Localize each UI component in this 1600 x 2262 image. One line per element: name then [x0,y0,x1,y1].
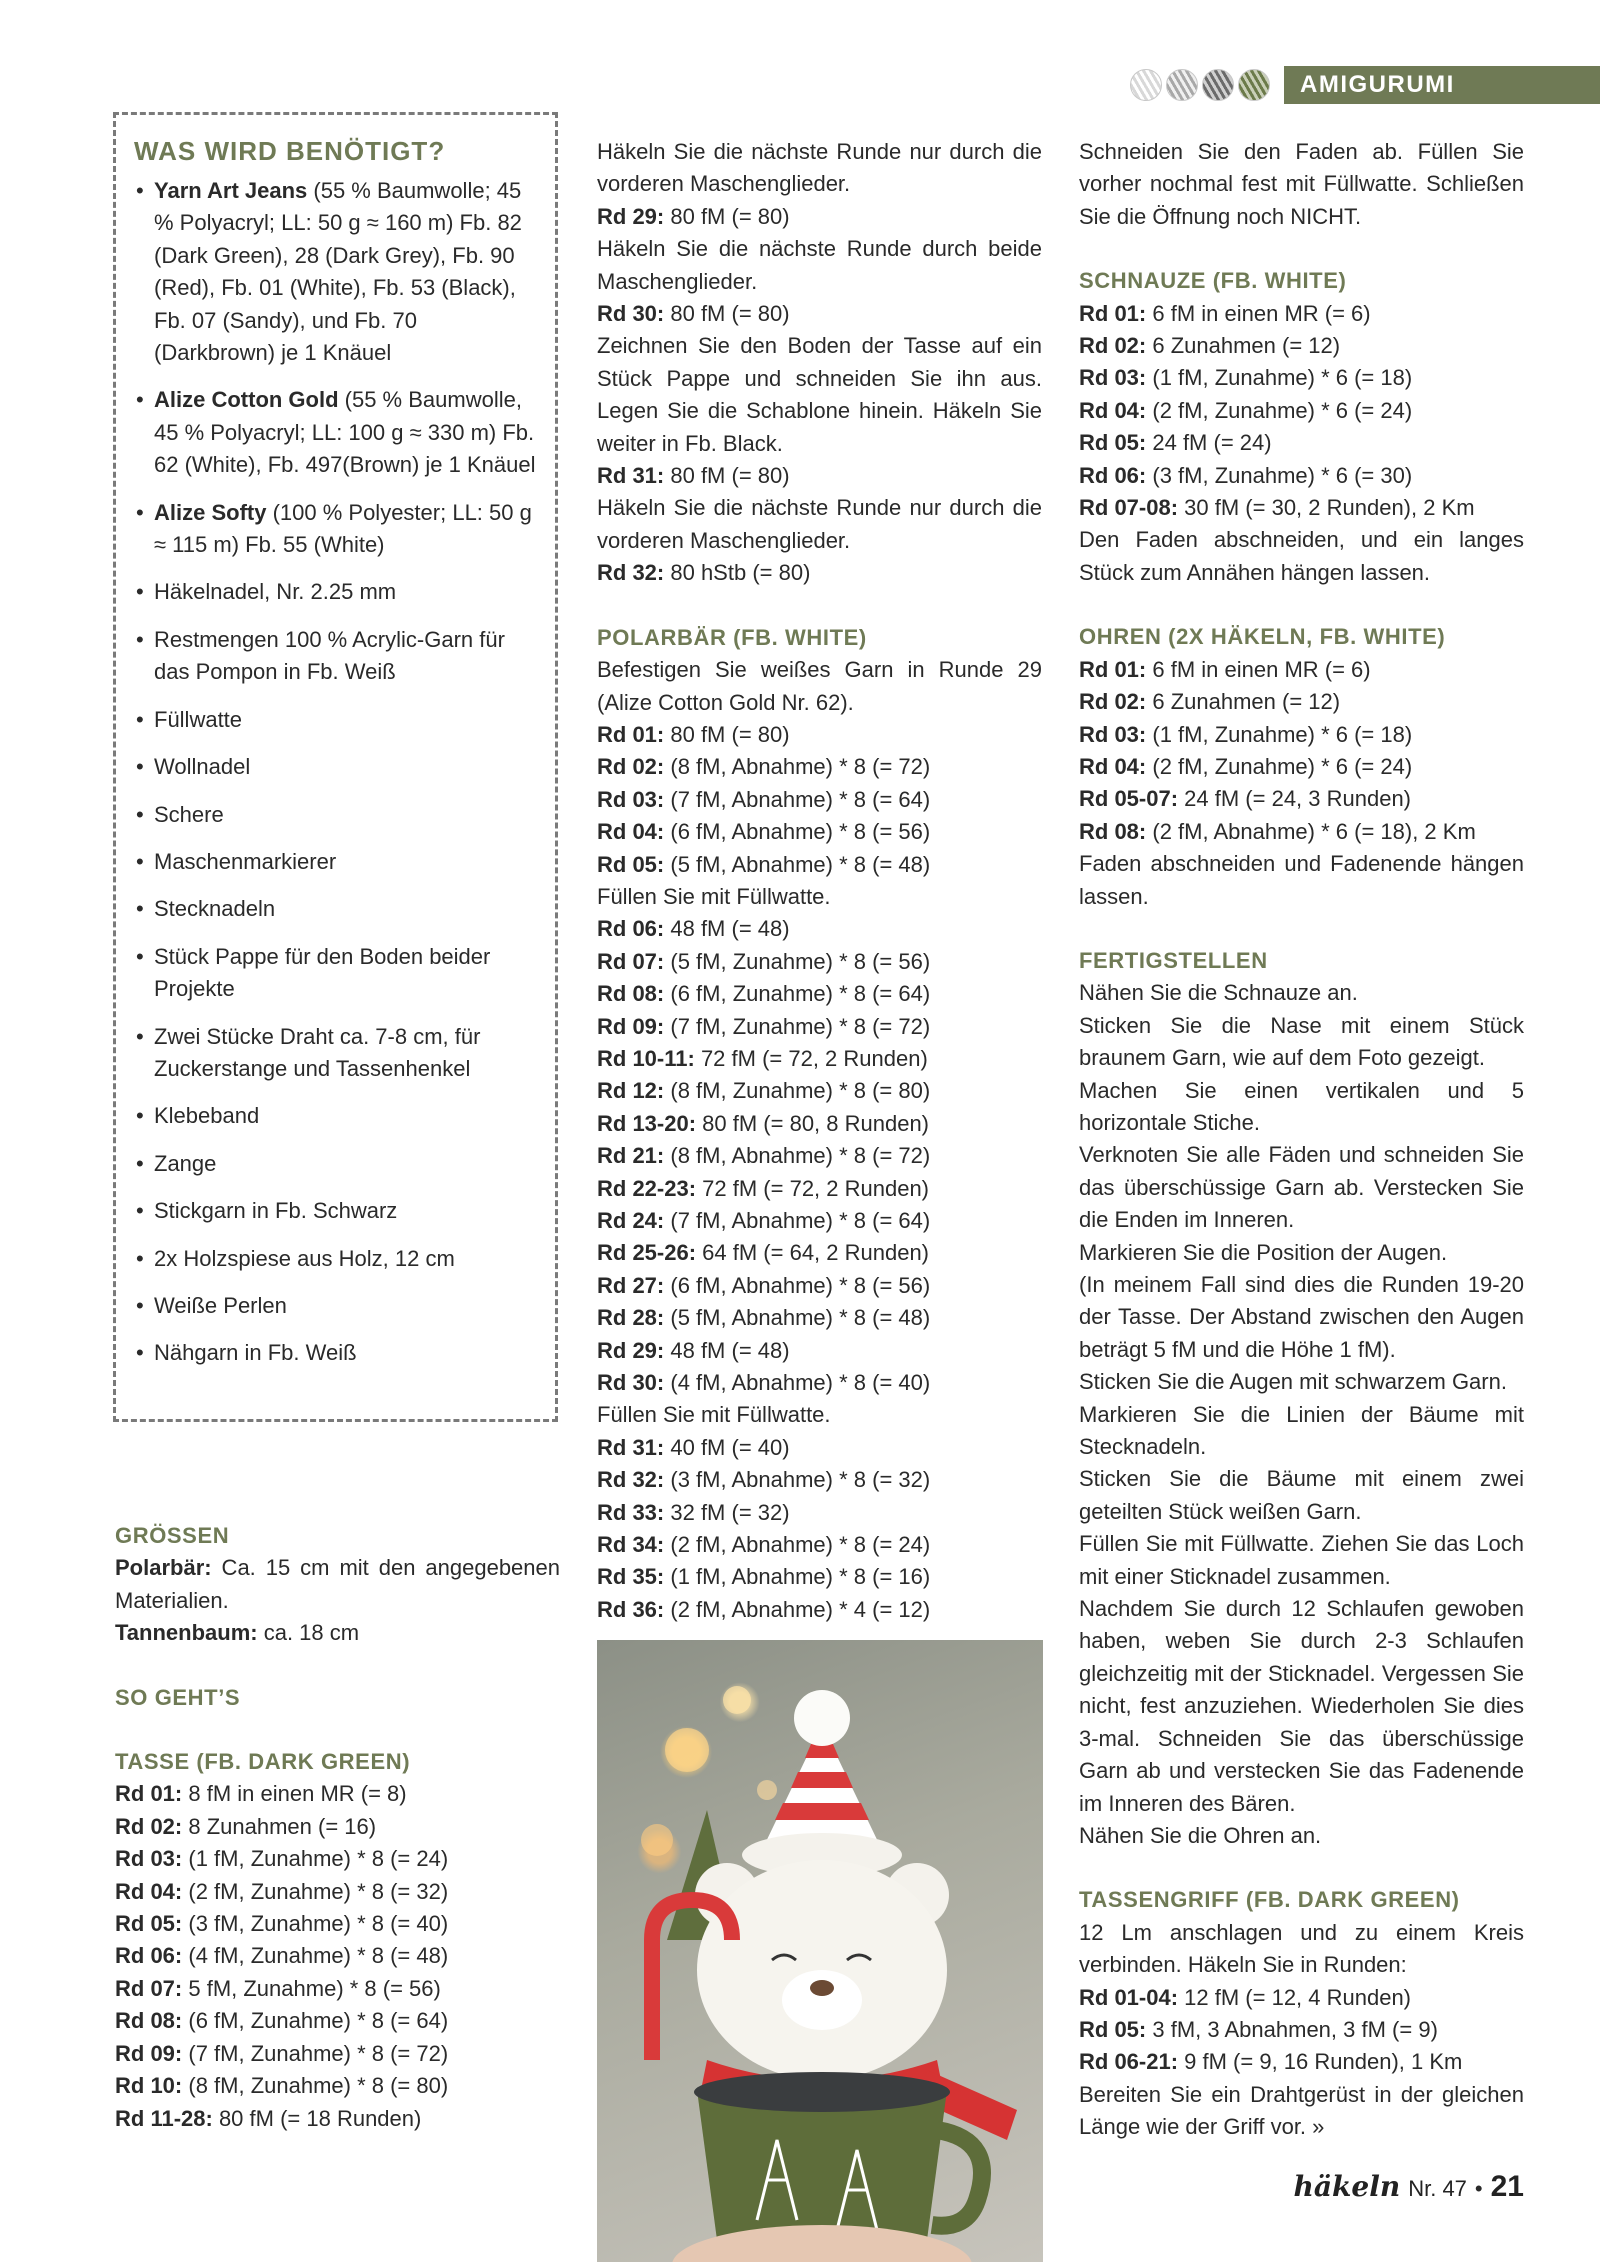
instruction-text: Füllen Sie mit Füllwatte. [597,883,831,909]
instruction-line [597,1464,1042,1496]
instruction-line [1079,460,1524,492]
instruction-line [1079,395,1524,427]
round-label: Rd 05: [1079,2016,1147,2042]
section-heading: TASSENGRIFF (FB. DARK GREEN) [1079,1887,1460,1913]
instruction-line [1079,362,1524,394]
instruction-line [1079,1820,1524,1852]
instruction-line [597,719,1042,751]
material-text: Nähgarn in Fb. Weiß [154,1340,357,1366]
instruction-line [115,2005,560,2037]
instruction-line [1079,1399,1524,1464]
column-right [1079,136,1524,2144]
instruction-text: (2 fM, Abnahme) * 4 (= 12) [664,1596,931,1622]
instruction-text: (5 fM, Zunahme) * 8 (= 56) [664,948,931,974]
spacer [1079,589,1524,621]
round-label: Rd 12: [597,1078,665,1104]
instruction-text: (6 fM, Zunahme) * 8 (= 64) [664,981,931,1007]
material-item [134,941,541,1006]
instruction-text: Zeichnen Sie den Boden der Tasse auf ein Stück Pappe und schneiden Sie ihn aus. Legen Sie die Schablone hinein. Häkeln Sie weiter in Fb. Black. [597,333,1042,456]
page-number: 21 [1490,2170,1524,2203]
instruction-text: Nähen Sie die Ohren an. [1079,1822,1322,1848]
material-item [134,384,541,481]
instruction-text: Markieren Sie die Linien der Bäume mit Stecknadeln. [1079,1401,1524,1460]
round-label: Rd 01: [115,1781,183,1807]
instruction-text: Den Faden abschneiden, und ein langes Stück zum Annähen hängen lassen. [1079,527,1524,585]
spacer [115,1650,560,1682]
material-name: Alize Cotton Gold [154,387,339,413]
instruction-text: Schneiden Sie den Faden ab. Füllen Sie vorher nochmal fest mit Füllwatte. Schließen Sie die Öffnung noch NICHT. [1079,139,1524,229]
spacer [597,590,1042,622]
material-item [134,846,541,878]
yarn-ball-icon [1238,69,1270,101]
instruction-line [1079,848,1524,913]
instruction-text: 5 fM, Zunahme) * 8 (= 56) [182,1975,441,2001]
round-label: Rd 02: [597,754,665,780]
instruction-text: 6 fM in einen MR (= 6) [1146,300,1371,326]
instruction-line [597,1335,1042,1367]
material-text: Wollnadel [154,754,251,780]
material-item [134,175,541,369]
instruction-line [597,1237,1042,1269]
material-item [134,1243,541,1275]
instruction-line [115,1552,560,1617]
material-text: Maschenmarkierer [154,848,337,874]
round-label: Rd 22-23: [597,1175,697,1201]
instruction-line [597,1043,1042,1075]
instruction-line [1079,686,1524,718]
instruction-text: Befestigen Sie weißes Garn in Runde 29 (Alize Cotton Gold Nr. 62). [597,657,1042,715]
instruction-text: (In meinem Fall sind dies die Runden 19-20 der Tasse. Der Abstand zwischen den Augen beträgt 5 fM und die Höhe 1 fM). [1079,1272,1524,1362]
round-label: Rd 04: [597,819,665,845]
instruction-line [597,1075,1042,1107]
page-footer [1290,2170,1524,2210]
instruction-text: 32 fM (= 32) [664,1499,790,1525]
instruction-line [115,2038,560,2070]
instruction-line [597,201,1042,233]
instruction-line [597,946,1042,978]
instruction-line [597,816,1042,848]
instruction-line [1079,977,1524,1009]
round-label: Rd 05: [597,851,665,877]
material-item [134,751,541,783]
instruction-text: (6 fM, Abnahme) * 8 (= 56) [664,819,931,845]
round-label: Rd 08: [597,981,665,1007]
round-label: Rd 03: [115,1846,183,1872]
instruction-text: (7 fM, Abnahme) * 8 (= 64) [664,1208,931,1233]
instruction-line [1079,1528,1524,1593]
round-label: Rd 11-28: [115,2105,213,2131]
page-header [1130,66,1600,104]
instruction-line [1079,816,1524,848]
material-text: Zwei Stücke Draht ca. 7-8 cm, für Zuckerstange und Tassenhenkel [154,1023,481,1081]
round-label: Rd 06: [1079,462,1147,488]
round-label: Rd 06: [597,916,665,942]
instruction-line [1079,492,1524,524]
round-label: Rd 27: [597,1272,665,1298]
round-label: Rd 21: [597,1143,665,1169]
instruction-line [115,2070,560,2102]
instruction-text: Füllen Sie mit Füllwatte. [597,1402,831,1428]
round-label: Rd 02: [115,1813,183,1839]
instruction-line [115,1843,560,1875]
material-item [134,704,541,736]
instruction-text: 8 fM in einen MR (= 8) [182,1781,407,1807]
instruction-line [1079,1237,1524,1269]
instruction-line [597,1011,1042,1043]
round-label: Rd 02: [1079,689,1147,715]
round-label: Rd 31: [597,1434,665,1460]
instruction-text: Nachdem Sie durch 12 Schlaufen gewoben haben, weben Sie durch 2-3 Schlaufen gleichzeitig mit der Sticknadel. Vergessen Sie nicht, fest anzuziehen. Wiederholen Sie dies 3-mal. Schneiden Sie das überschüssige Garn ab und verstecken Sie das Fadenende im Inneren des Bären. [1079,1596,1524,1816]
round-label: Polarbär: [115,1555,212,1581]
section-heading: SO GEHT’S [115,1684,241,1710]
material-text: Stecknadeln [154,896,276,922]
instruction-line [1079,136,1524,233]
instruction-text: Verknoten Sie alle Fäden und schneiden Sie das überschüssige Garn ab. Verstecken Sie die Enden im Inneren. [1079,1142,1524,1233]
round-label: Rd 04: [115,1878,183,1904]
instruction-line [1079,427,1524,459]
round-label: Rd 35: [597,1564,665,1590]
instruction-line [597,751,1042,783]
instruction-text: 80 fM (= 80) [664,301,790,327]
instruction-line [1079,1463,1524,1528]
instruction-text: (8 fM, Zunahme) * 8 (= 80) [664,1078,931,1104]
material-item [134,1148,541,1180]
instruction-text: ca. 18 cm [257,1620,360,1646]
instruction-text: (2 fM, Zunahme) * 6 (= 24) [1146,753,1413,779]
yarn-ball-icon [1202,69,1234,101]
round-label: Rd 04: [1079,397,1147,423]
instruction-text: (8 fM, Abnahme) * 8 (= 72) [664,754,931,780]
materials-list [134,175,541,1370]
polar-bear-photo [597,1640,1043,2262]
instruction-line [597,1173,1042,1205]
instruction-line [1079,719,1524,751]
instruction-text: (1 fM, Zunahme) * 6 (= 18) [1146,721,1413,747]
round-label: Rd 08: [115,2008,183,2034]
section-heading: FERTIGSTELLEN [1079,947,1268,973]
instruction-text: (1 fM, Zunahme) * 6 (= 18) [1146,365,1413,391]
round-label: Rd 28: [597,1305,665,1331]
instruction-line [1079,783,1524,815]
round-label: Rd 30: [597,301,665,327]
instruction-text: (4 fM, Zunahme) * 8 (= 48) [182,1943,449,1969]
instruction-text: 30 fM (= 30, 2 Runden), 2 Km [1178,495,1475,521]
instruction-line [1079,654,1524,686]
instruction-text: 40 fM (= 40) [664,1434,790,1460]
spacer [1079,233,1524,265]
material-text: Füllwatte [154,706,243,732]
instruction-line [115,1940,560,1972]
instruction-text: 6 Zunahmen (= 12) [1146,689,1341,715]
instruction-line [597,1205,1042,1237]
material-item [134,1021,541,1086]
instruction-line [1079,1982,1524,2014]
material-item [134,497,541,562]
instruction-line [597,1108,1042,1140]
column-middle [597,136,1042,1626]
instruction-line [1079,298,1524,330]
material-item [134,799,541,831]
instruction-line [597,784,1042,816]
material-text: (55 % Baumwolle, 45 % Polyacryl; LL: 100 g ≈ 330 m) Fb. 62 (White), Fb. 497(Brown) je 1 Knäuel [154,387,536,478]
instruction-line [597,1561,1042,1593]
instruction-text: Nähen Sie die Schnauze an. [1079,980,1358,1006]
round-label: Tannenbaum: [115,1620,258,1646]
round-label: Rd 01: [597,721,665,747]
instruction-line [115,1908,560,1940]
material-text: (55 % Baumwolle; 45 % Polyacryl; LL: 50 g ≈ 160 m) Fb. 82 (Dark Green), 28 (Dark Grey), Fb. 90 (Red), Fb. 01 (White), Fb. 53 (Black), Fb. 07 (Sandy), und Fb. 70 (Darkbrown) je 1 Knäuel [154,178,522,366]
round-label: Rd 07-08: [1079,495,1179,521]
instruction-line [1079,1593,1524,1820]
instruction-line [115,1778,560,1810]
instruction-line [1079,330,1524,362]
yarn-balls-decoration [1130,69,1270,101]
instruction-line [1079,2079,1524,2144]
round-label: Rd 32: [597,1467,665,1493]
instruction-text: 80 fM (= 80) [664,203,790,229]
instruction-line [597,1432,1042,1464]
round-label: Rd 29: [597,1337,665,1363]
material-item [134,576,541,608]
round-label: Rd 03: [1079,721,1147,747]
instruction-line [597,330,1042,460]
instruction-text: (3 fM, Abnahme) * 8 (= 32) [664,1467,931,1493]
section-heading: SCHNAUZE (FB. WHITE) [1079,268,1347,294]
instruction-text: 48 fM (= 48) [664,916,790,942]
material-item [134,893,541,925]
instruction-text: (1 fM, Zunahme) * 8 (= 24) [182,1846,449,1872]
round-label: Rd 32: [597,560,665,586]
material-item [134,1337,541,1369]
round-label: Rd 02: [1079,333,1147,359]
material-text: Zange [154,1150,217,1176]
instruction-text: Machen Sie einen vertikalen und 5 horizontale Stiche. [1079,1077,1524,1135]
section-label: AMIGURUMI [1284,66,1600,104]
instruction-text: 3 fM, 3 Abnahmen, 3 fM (= 9) [1146,2016,1438,2042]
instruction-line [1079,1010,1524,1075]
instruction-text: 24 fM (= 24) [1146,430,1272,456]
round-label: Rd 01: [1079,300,1147,326]
instruction-line [115,1973,560,2005]
instruction-text: (2 fM, Abnahme) * 8 (= 24) [664,1532,931,1558]
round-label: Rd 06: [115,1943,183,1969]
material-text: Stickgarn in Fb. Schwarz [154,1198,398,1224]
instruction-text: Häkeln Sie die nächste Runde durch beide Maschenglieder. [597,236,1042,294]
instruction-text: 48 fM (= 48) [664,1337,790,1363]
spacer [115,1714,560,1746]
instruction-line [597,654,1042,719]
round-label: Rd 01-04: [1079,1984,1179,2010]
instruction-text: (7 fM, Zunahme) * 8 (= 72) [182,2040,449,2066]
instruction-line [1079,1917,1524,1982]
round-label: Rd 09: [115,2040,183,2066]
instruction-text: (2 fM, Zunahme) * 6 (= 24) [1146,397,1413,423]
instruction-text: 24 fM (= 24, 3 Runden) [1178,786,1412,812]
instruction-text: (6 fM, Abnahme) * 8 (= 56) [664,1272,931,1298]
instruction-text: 6 fM in einen MR (= 6) [1146,656,1371,682]
round-label: Rd 09: [597,1013,665,1039]
instruction-text: 6 Zunahmen (= 12) [1146,333,1341,359]
material-item [134,1195,541,1227]
instruction-text: 80 fM (= 18 Runden) [212,2105,422,2131]
instruction-line [1079,1269,1524,1366]
instruction-text: (2 fM, Abnahme) * 6 (= 18), 2 Km [1146,818,1476,844]
round-label: Rd 07: [115,1975,183,2001]
instruction-line [1079,1366,1524,1398]
round-label: Rd 01: [1079,656,1147,682]
round-label: Rd 05-07: [1079,786,1179,812]
instruction-line [597,460,1042,492]
instruction-line [597,492,1042,557]
magazine-name: häkeln [1293,2170,1401,2203]
instruction-line [597,849,1042,881]
instruction-text: Sticken Sie die Augen mit schwarzem Garn. [1079,1369,1507,1395]
materials-title: WAS WIRD BENÖTIGT? [134,136,446,166]
instruction-line [597,1497,1042,1529]
instruction-text: Sticken Sie die Nase mit einem Stück braunem Garn, wie auf dem Foto gezeigt. [1079,1012,1524,1071]
instruction-line [597,913,1042,945]
instruction-line [1079,2046,1524,2078]
instruction-line [115,1617,560,1649]
round-label: Rd 08: [1079,818,1147,844]
material-text: Weiße Perlen [154,1292,287,1318]
instruction-line [597,298,1042,330]
material-name: Yarn Art Jeans [154,178,308,203]
instruction-text: 80 fM (= 80, 8 Runden) [696,1110,930,1136]
round-label: Rd 13-20: [597,1110,697,1136]
instruction-text: (4 fM, Abnahme) * 8 (= 40) [664,1370,931,1396]
instruction-line [597,1529,1042,1561]
round-label: Rd 07: [597,948,665,974]
instruction-text: (8 fM, Zunahme) * 8 (= 80) [182,2073,449,2099]
instruction-line [597,1367,1042,1399]
instruction-line [115,1876,560,1908]
instruction-line [597,1399,1042,1431]
instruction-text: 80 fM (= 80) [664,721,790,747]
round-label: Rd 04: [1079,753,1147,779]
instruction-text: Markieren Sie die Position der Augen. [1079,1239,1448,1265]
round-label: Rd 36: [597,1596,665,1622]
instruction-text: (7 fM, Abnahme) * 8 (= 64) [664,786,931,812]
footer-separator: • [1474,2176,1483,2201]
instruction-text: 64 fM (= 64, 2 Runden) [696,1240,930,1266]
instruction-text: 72 fM (= 72, 2 Runden) [694,1045,928,1071]
round-label: Rd 03: [1079,365,1147,391]
round-label: Rd 06-21: [1079,2049,1179,2075]
section-heading: TASSE (FB. DARK GREEN) [115,1749,411,1775]
round-label: Rd 34: [597,1532,665,1558]
material-item [134,624,541,689]
instruction-text: 8 Zunahmen (= 16) [182,1813,377,1839]
round-label: Rd 30: [597,1370,665,1396]
instruction-line [597,881,1042,913]
instruction-text: (8 fM, Abnahme) * 8 (= 72) [664,1143,931,1169]
instruction-text: Faden abschneiden und Fadenende hängen lassen. [1079,851,1524,909]
instruction-text: Bereiten Sie ein Drahtgerüst in der gleichen Länge wie der Griff vor. » [1079,2081,1524,2140]
instruction-text: Häkeln Sie die nächste Runde nur durch die vorderen Maschenglieder. [597,495,1042,553]
issue-number: Nr. 47 [1408,2176,1467,2201]
spacer [1079,913,1524,945]
instruction-text: (2 fM, Zunahme) * 8 (= 32) [182,1878,449,1904]
instruction-text: (6 fM, Zunahme) * 8 (= 64) [182,2008,449,2034]
material-item [134,1100,541,1132]
material-item [134,1290,541,1322]
instruction-line [597,1140,1042,1172]
round-label: Rd 33: [597,1499,665,1525]
round-label: Rd 10-11: [597,1045,695,1071]
instruction-text: 72 fM (= 72, 2 Runden) [696,1175,930,1201]
material-name: Alize Softy [154,499,267,525]
instruction-text: (3 fM, Zunahme) * 6 (= 30) [1146,462,1413,488]
yarn-ball-icon [1130,69,1162,101]
round-label: Rd 25-26: [597,1240,697,1266]
material-text: Schere [154,801,224,827]
instruction-line [597,978,1042,1010]
instruction-text: (3 fM, Zunahme) * 8 (= 40) [182,1911,449,1937]
instruction-text: 9 fM (= 9, 16 Runden), 1 Km [1178,2049,1463,2075]
polar-bear-illustration [597,1640,1043,2262]
round-label: Rd 31: [597,463,665,489]
instruction-text: Häkeln Sie die nächste Runde nur durch die vorderen Maschenglieder. [597,139,1042,197]
round-label: Rd 29: [597,203,665,229]
instruction-text: (1 fM, Abnahme) * 8 (= 16) [664,1564,931,1590]
round-label: Rd 05: [1079,430,1147,456]
instruction-line [1079,2014,1524,2046]
instruction-line [597,1270,1042,1302]
spacer [1079,1852,1524,1884]
column-left [115,1520,560,2135]
instruction-line [1079,1075,1524,1140]
round-label: Rd 03: [597,786,665,812]
yarn-ball-icon [1166,69,1198,101]
section-heading: GRÖSSEN [115,1523,230,1548]
instruction-line [1079,751,1524,783]
section-heading: OHREN (2X HÄKELN, FB. WHITE) [1079,624,1446,650]
round-label: Rd 05: [115,1911,183,1937]
material-text: 2x Holzspiese aus Holz, 12 cm [154,1245,455,1271]
instruction-text: 80 fM (= 80) [664,463,790,489]
material-text: Häkelnadel, Nr. 2.25 mm [154,579,397,605]
section-heading: POLARBÄR (FB. WHITE) [597,624,867,650]
materials-box [113,112,558,1422]
round-label: Rd 10: [115,2073,183,2099]
material-text: Restmengen 100 % Acrylic-Garn für das Pompon in Fb. Weiß [154,626,505,685]
instruction-text: Ca. 15 cm mit den angegebenen Materialien. [115,1555,560,1613]
instruction-text: 12 Lm anschlagen und zu einem Kreis verbinden. Häkeln Sie in Runden: [1079,1919,1524,1978]
instruction-line [115,1811,560,1843]
material-text: Stück Pappe für den Boden beider Projekte [154,943,491,1002]
instruction-line [597,557,1042,589]
instruction-line [1079,1139,1524,1236]
instruction-text: 12 fM (= 12, 4 Runden) [1178,1984,1412,2010]
instruction-line [597,1302,1042,1334]
instruction-text: Sticken Sie die Bäume mit einem zwei geteilten Stück weißen Garn. [1079,1466,1524,1524]
material-text: Klebeband [154,1103,260,1129]
material-text: (100 % Polyester; LL: 50 g ≈ 115 m) Fb. 55 (White) [154,499,532,558]
instruction-text: (5 fM, Abnahme) * 8 (= 48) [664,1305,931,1331]
instruction-line [115,2103,560,2135]
instruction-line [1079,524,1524,589]
instruction-line [597,136,1042,201]
instruction-text: (5 fM, Abnahme) * 8 (= 48) [664,851,931,877]
instruction-text: Füllen Sie mit Füllwatte. Ziehen Sie das Loch mit einer Sticknadel zusammen. [1079,1531,1524,1589]
instruction-line [597,233,1042,298]
instruction-line [597,1594,1042,1626]
instruction-text: (7 fM, Zunahme) * 8 (= 72) [664,1013,931,1039]
instruction-text: 80 hStb (= 80) [664,560,811,586]
round-label: Rd 24: [597,1208,665,1233]
